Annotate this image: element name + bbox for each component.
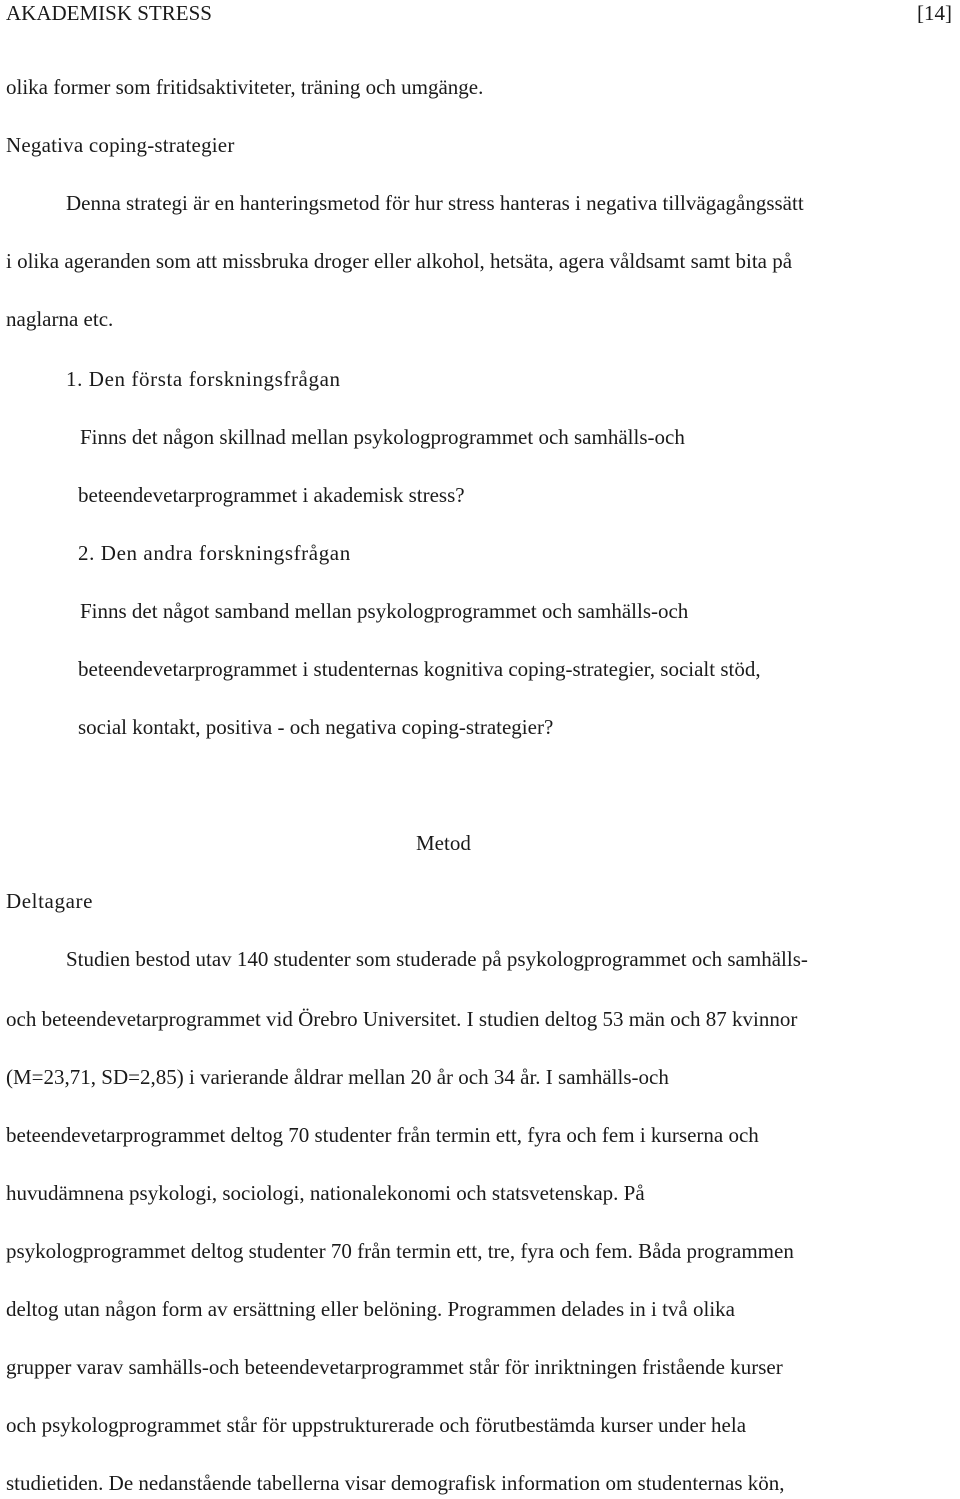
paragraph-line: beteendevetarprogrammet deltog 70 studenter från termin ett, fyra och fem i kurserna och [6,1123,759,1147]
research-question-line: Finns det något samband mellan psykologprogrammet och samhälls-och [80,599,689,623]
research-question-line: social kontakt, positiva - och negativa coping-strategier? [78,715,554,739]
research-question-heading: 1. Den första forskningsfrågan [66,367,341,391]
research-question-line: Finns det någon skillnad mellan psykologprogrammet och samhälls-och [80,425,685,449]
paragraph-line: olika former som fritidsaktiviteter, träning och umgänge. [6,75,484,99]
research-question-heading: 2. Den andra forskningsfrågan [78,541,351,565]
page-number: [14] [917,1,952,25]
paragraph-line: och beteendevetarprogrammet vid Örebro Universitet. I studien deltog 53 män och 87 kvinnor [6,1007,798,1031]
paragraph-line: studietiden. De nedanstående tabellerna visar demografisk information om studenternas kön, [6,1471,785,1495]
paragraph-line: (M=23,71, SD=2,85) i varierande åldrar mellan 20 år och 34 år. I samhälls-och [6,1065,669,1089]
section-title-method: Metod [416,831,471,855]
paragraph-line: psykologprogrammet deltog studenter 70 från termin ett, tre, fyra och fem. Båda programmen [6,1239,794,1263]
section-heading: Negativa coping-strategier [6,133,235,157]
research-question-line: beteendevetarprogrammet i studenternas kognitiva coping-strategier, socialt stöd, [78,657,761,681]
subsection-heading-participants: Deltagare [6,889,94,913]
paragraph-line: i olika ageranden som att missbruka droger eller alkohol, hetsäta, agera våldsamt samt bita på [6,249,793,273]
paragraph-line: huvudämnena psykologi, sociologi, nationalekonomi och statsvetenskap. På [6,1181,645,1205]
paragraph-line: grupper varav samhälls-och beteendevetarprogrammet står för inriktningen fristående kurser [6,1355,783,1379]
running-head: AKADEMISK STRESS [6,1,212,25]
paragraph-line: Studien bestod utav 140 studenter som studerade på psykologprogrammet och samhälls- [66,947,808,971]
paragraph-line: och psykologprogrammet står för uppstrukturerade och förutbestämda kurser under hela [6,1413,747,1437]
research-question-line: beteendevetarprogrammet i akademisk stress? [78,483,465,507]
paragraph-line: naglarna etc. [6,307,114,331]
paragraph-line: Denna strategi är en hanteringsmetod för hur stress hanteras i negativa tillvägagångssätt [66,191,804,215]
paragraph-line: deltog utan någon form av ersättning eller belöning. Programmen delades in i två olika [6,1297,735,1321]
